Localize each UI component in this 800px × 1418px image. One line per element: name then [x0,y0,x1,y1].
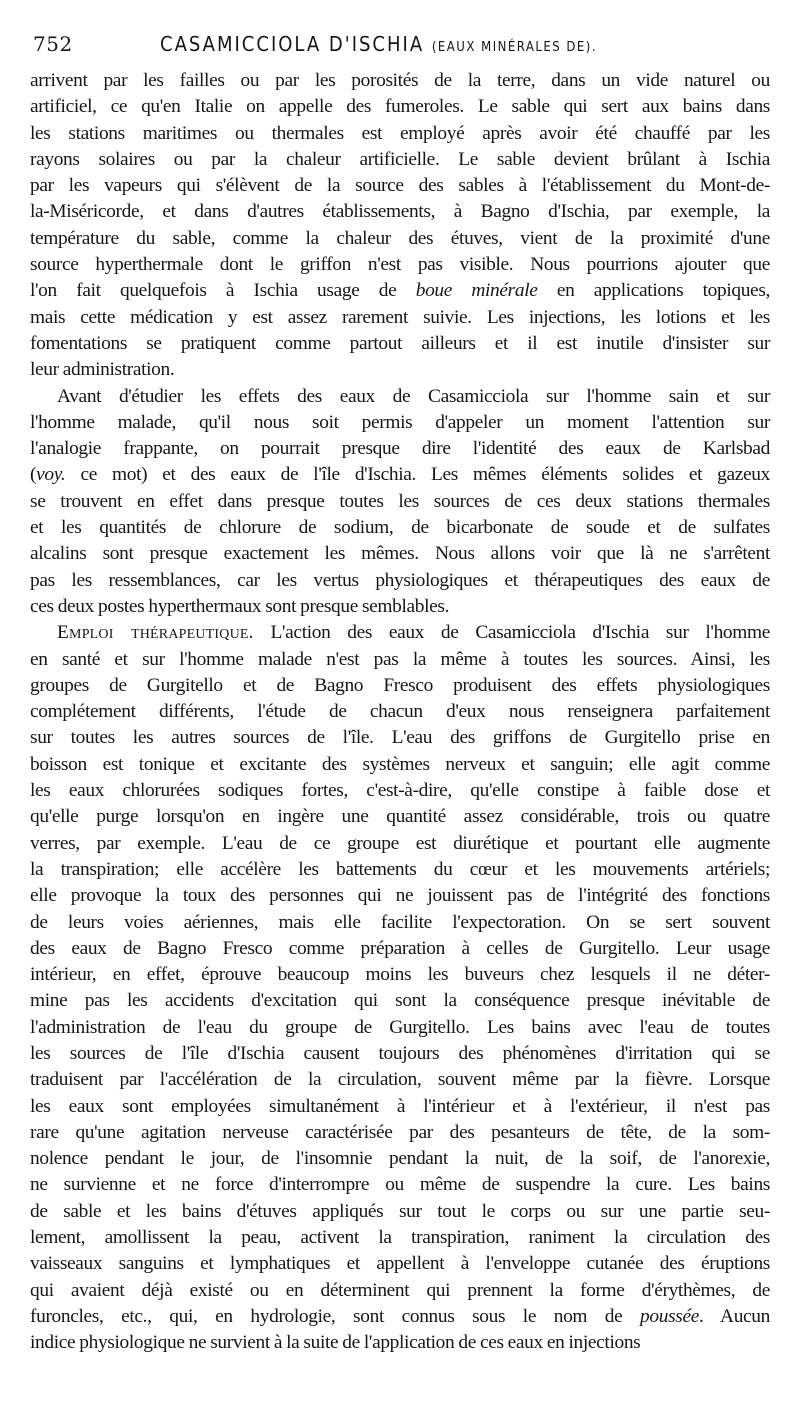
text-line: l'analogie frappante, on pourrait presque dire l'identité des eaux de Karlsbad [30,438,770,460]
text-line: l'homme malade, qu'il nous soit permis d'appeler un moment l'attention sur [30,411,770,433]
text-line: leur administration. [30,359,175,381]
paragraph-fumeroles-sand-baths [30,68,770,384]
running-head [160,32,597,56]
page-header [30,28,770,58]
text-line: les sources de l'île d'Ischia causent toujours des phénomènes d'irritation qui se [30,1042,770,1064]
section-label: Emploi thérapeutique. [57,622,254,644]
text-line: complétement différents, l'étude de chacun d'eux nous renseignera parfaitement [30,701,770,723]
text-line: arrivent par les failles ou par les porosités de la terre, dans un vide naturel ou [30,70,770,91]
text-line: se trouvent en effet dans presque toutes les sources de ces deux stations thermales [30,490,770,512]
text-line: elle provoque la toux des personnes qui ne jouissent pas de l'intégrité des fonctions [30,885,770,907]
text-line: qui avaient déjà existé ou en déterminent qui prennent la forme d'érythèmes, de [30,1279,770,1301]
text-line: artificiel, ce qu'en Italie on appelle des fumeroles. Le sable qui sert aux bains dans [30,96,770,118]
text-line: les eaux sont employées simultanément à l'intérieur et à l'extérieur, il n'est pas [30,1095,770,1117]
text-line: les eaux chlorurées sodiques fortes, c'est-à-dire, qu'elle constipe à faible dose et [30,780,770,802]
text-line: les stations maritimes ou thermales est employé après avoir été chauffé par les [30,122,770,144]
text-line: indice physiologique ne survient à la suite de l'application de ces eaux en injections [30,1332,641,1354]
book-page [30,28,770,1357]
text-line: boisson est tonique et excitante des systèmes nerveux et sanguin; elle agit comme [30,753,770,775]
text-line: par les vapeurs qui s'élèvent de la source des sables à l'établissement du Mont-de- [30,175,770,197]
text-line: (voy. ce mot) et des eaux de l'île d'Ischia. Les mêmes éléments solides et gazeux [30,464,770,486]
text-line: qu'elle purge lorsqu'on en ingère une quantité assez considérable, trois ou quatre [30,806,770,828]
text-line: fomentations se pratiquent comme partout ailleurs et il est inutile d'insister sur [30,332,770,354]
text-line: l'administration de l'eau du groupe de Gurgitello. Les bains avec l'eau de toutes [30,1016,770,1038]
text-line: et les quantités de chlorure de sodium, de bicarbonate de soude et de sulfates [30,517,770,539]
text-line-with-section-label: Emploi thérapeutique. L'action des eaux de Casamicciola d'Ischia sur l'homme [57,622,770,644]
text-line: groupes de Gurgitello et de Bagno Fresco produisent des effets physiologiques [30,674,770,696]
text-line: nolence pendant le jour, de l'insomnie pendant la nuit, de la soif, de l'anorexie, [30,1148,770,1170]
text-line: en santé et sur l'homme malade n'est pas la même à toutes les sources. Ainsi, les [30,648,770,670]
text-line: rare qu'une agitation nerveuse caractérisée par des pesanteurs de tête, de la som- [30,1121,770,1143]
text-line: sur toutes les autres sources de l'île. L'eau des griffons de Gurgitello prise en [30,727,770,749]
text-line: vaisseaux sanguins et lymphatiques et appellent à l'enveloppe cutanée des éruptions [30,1253,770,1275]
text-line: la transpiration; elle accélère les battements du cœur et les mouvements artériels; [30,858,770,880]
paragraph-karlsbad-analogy [30,384,770,621]
text-line: l'on fait quelquefois à Ischia usage de boue minérale en applications topiques, [30,280,771,302]
running-head-subtitle: (EAUX MINÉRALES DE). [431,40,598,55]
text-line: verres, par exemple. L'eau de ce groupe est diurétique et pourtant elle augmente [30,832,770,854]
text-line: lement, amollissent la peau, activent la transpiration, raniment la circulation des [30,1227,770,1249]
text-line: mine pas les accidents d'excitation qui sont la conséquence presque inévitable de [30,990,770,1012]
text-line: de sable et les bains d'étuves appliqués sur tout le corps ou sur une partie seu- [30,1200,770,1222]
text-line: intérieur, en effet, éprouve beaucoup moins les buveurs chez lesquels il ne déter- [30,964,770,986]
text-line: furoncles, etc., qui, en hydrologie, sont connus sous le nom de poussée. Aucun [30,1305,770,1327]
text-line: traduisent par l'accélération de la circulation, souvent même par la fièvre. Lorsque [30,1069,770,1091]
text-line: mais cette médication y est assez rarement suivie. Les injections, les lotions et les [30,306,770,328]
text-line: rayons solaires ou par la chaleur artificielle. Le sable devient brûlant à Ischia [30,148,770,170]
text-line: la-Miséricorde, et dans d'autres établissements, à Bagno d'Ischia, par exemple, la [30,201,770,223]
text-line: de leurs voies aériennes, mais elle facilite l'expectoration. On se sert souvent [30,911,770,933]
text-line: ces deux postes hyperthermaux sont presque semblables. [30,595,450,617]
text-line: température du sable, comme la chaleur des étuves, vient de la proximité d'une [30,227,770,249]
page-number: 752 [33,32,73,56]
text-line: alcalins sont presque exactement les mêmes. Nous allons voir que là ne s'arrêtent [30,543,770,565]
text-line: source hyperthermale dont le griffon n'est pas visible. Nous pourrions ajouter que [30,254,770,276]
paragraph-therapeutic-use [30,620,770,1356]
running-head-title: CASAMICCIOLA D'ISCHIA [160,32,425,56]
text-line: pas les ressemblances, car les vertus physiologiques et thérapeutiques des eaux de [30,569,770,591]
text-line: Avant d'étudier les effets des eaux de Casamicciola sur l'homme sain et sur [57,385,770,407]
text-line: ne survienne et ne force d'interrompre ou même de suspendre la cure. Les bains [30,1174,770,1196]
text-line: des eaux de Bagno Fresco comme préparation à celles de Gurgitello. Leur usage [30,937,770,959]
